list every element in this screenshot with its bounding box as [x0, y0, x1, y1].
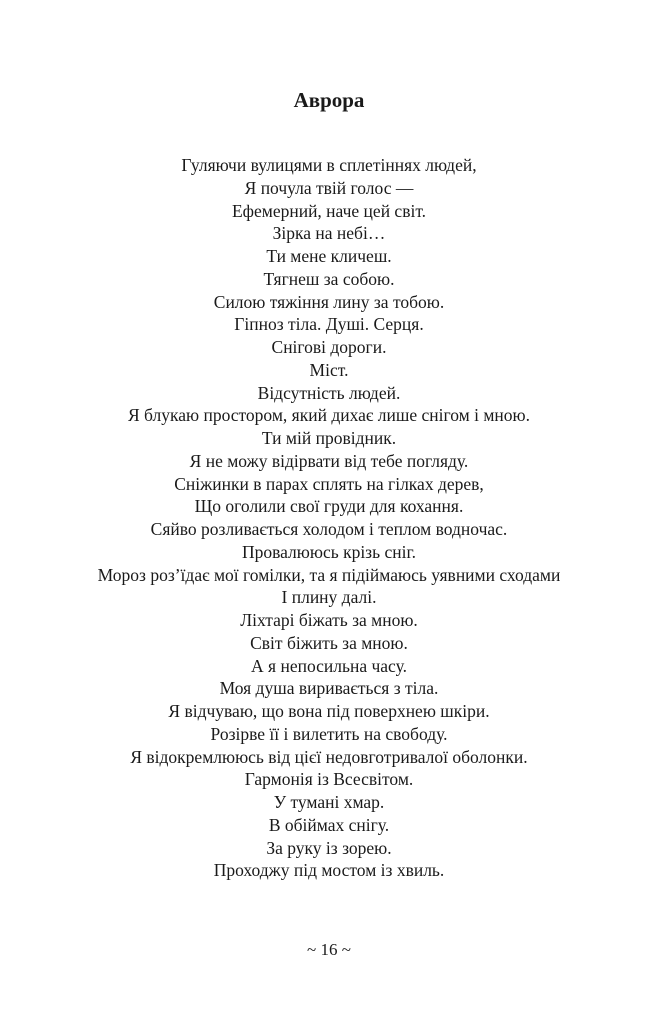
poem-line: Відсутність людей. [257, 382, 401, 403]
poem-line: Я не можу відірвати від тебе погляду. [189, 450, 469, 471]
poem-line: Що оголили свої груди для кохання. [194, 496, 464, 517]
page-number: ~ 16 ~ [307, 940, 351, 959]
poem-line: Гармонія із Всесвітом. [244, 769, 414, 790]
poem-line: Я відчуваю, що вона під поверхнею шкіри. [168, 701, 490, 721]
poem-line: Я почула твій голос — [244, 177, 414, 198]
poem-line: Силою тяжіння лину за тобою. [213, 291, 445, 312]
poem-line: Тягнеш за собою. [263, 268, 395, 289]
poem-line: Міст. [309, 359, 349, 380]
poem-line: Ефемерний, наче цей світ. [231, 200, 427, 221]
poem-line: Сяйво розливається холодом і теплом водночас. [150, 519, 508, 539]
poem-line: Проходжу під мостом із хвиль. [213, 860, 445, 881]
poem-line: Я блукаю простором, який дихає лише снігом і мною. [128, 405, 530, 426]
poem-line: Зірка на небі… [272, 223, 386, 244]
poem-line: В обіймах снігу. [268, 814, 390, 835]
poem-line: А я непосильна часу. [251, 655, 407, 676]
poem-line: Світ біжить за мною. [250, 632, 408, 653]
poem-line: Я відокремлююсь від цієї недовготривалої оболонки. [130, 746, 528, 767]
poem-line: Снігові дороги. [271, 337, 387, 357]
poem-line: Ти мій провідник. [261, 428, 397, 448]
poem-line: Гіпноз тіла. Душі. Серця. [234, 314, 424, 335]
poem-line: Ліхтарі біжать за мною. [240, 610, 418, 630]
poem-body [0, 154, 658, 882]
poem-line: І плину далі. [281, 587, 377, 608]
poem-line: Гуляючи вулицями в сплетіннях людей, [181, 155, 477, 175]
poem-line: За руку із зорею. [266, 837, 392, 858]
poem-line: Мороз роз’їдає мої гомілки, та я підіймаюсь уявними сходами [97, 564, 561, 585]
poem-line: Провалююсь крізь сніг. [241, 541, 417, 562]
poem-line: Розірве її і вилетить на свободу. [210, 723, 448, 744]
poem-title: Аврора [293, 88, 365, 112]
poem-line: Ти мене кличеш. [266, 246, 392, 266]
poem-line: Моя душа виривається з тіла. [219, 678, 439, 699]
poem-line: Сніжинки в парах сплять на гілках дерев, [174, 473, 484, 494]
poem-line: У тумані хмар. [273, 792, 385, 812]
